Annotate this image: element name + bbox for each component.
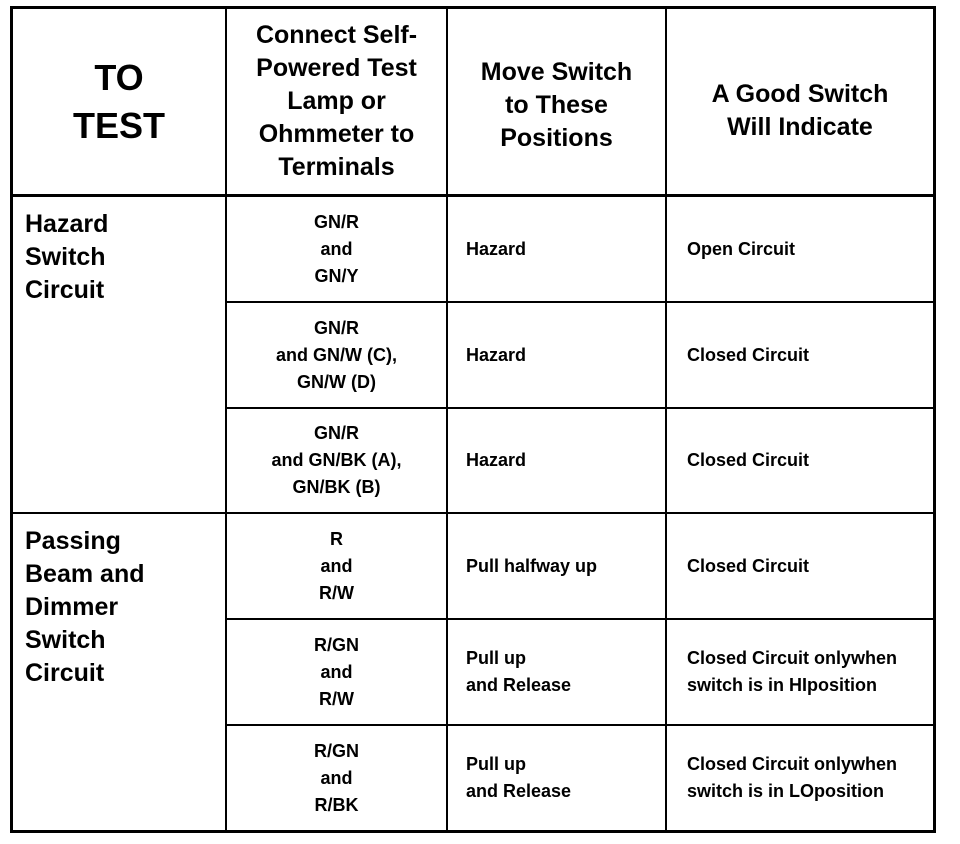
indication-cell: Open Circuit — [687, 238, 796, 259]
header-move-switch: Move Switch to These Positions — [480, 58, 633, 152]
indication-cell: Closed Circuit — [687, 555, 810, 576]
header-connect-terminals: Connect Self- Powered Test Lamp or Ohmmeter to Terminals — [255, 21, 418, 181]
move-position-cell: Pull halfway up — [466, 555, 598, 576]
switch-test-table — [10, 6, 936, 833]
indication-cell: Closed Circuit — [687, 450, 810, 470]
header-good-switch-indicates: A Good Switch Will Indicate — [711, 79, 889, 141]
move-position-cell: Hazard — [466, 450, 527, 470]
indication-cell: Closed Circuit — [687, 344, 810, 365]
terminals-cell: GN/R and GN/Y — [314, 211, 359, 286]
group-label-hazard: Hazard Switch Circuit — [25, 210, 109, 304]
indication-cell: Closed Circuit onlywhen switch is in HIposition — [687, 648, 898, 695]
move-position-cell: Hazard — [466, 238, 527, 259]
indication-cell: Closed Circuit onlywhen switch is in LOposition — [687, 754, 898, 801]
move-position-cell: Hazard — [466, 344, 527, 365]
terminals-cell: GN/R and GN/BK (A), GN/BK (B) — [271, 423, 402, 497]
terminals-cell: R and R/W — [319, 528, 354, 603]
terminals-cell: R/GN and R/W — [314, 634, 359, 709]
header-to-test: TO TEST — [72, 56, 165, 146]
move-position-cell: Pull up and Release — [466, 754, 572, 801]
move-position-cell: Pull up and Release — [466, 648, 572, 695]
terminals-cell: R/GN and R/BK — [314, 740, 359, 815]
group-label-passing-beam: Passing Beam and Dimmer Switch Circuit — [25, 527, 145, 687]
terminals-cell: GN/R and GN/W (C), GN/W (D) — [276, 317, 397, 392]
